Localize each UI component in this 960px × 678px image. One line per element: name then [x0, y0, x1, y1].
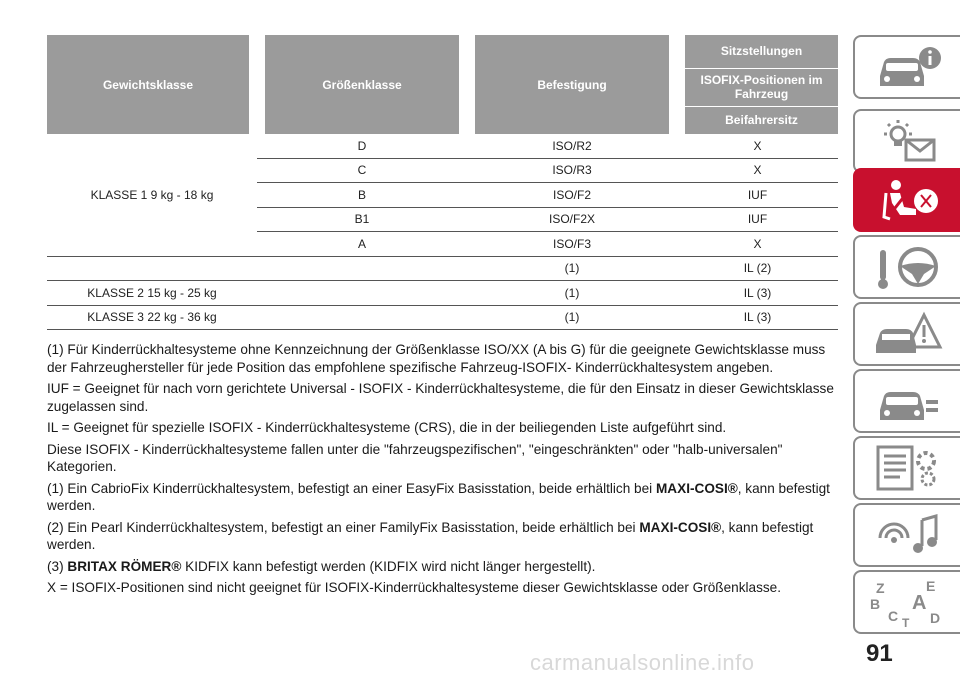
- note-categories: Diese ISOFIX - Kinderrückhaltesysteme fallen unter die "fahrzeugspezifischen", "eingeschränkten" oder "halb-universalen" Kategorien.: [47, 441, 783, 474]
- klasse2-label: KLASSE 2 15 kg - 25 kg: [47, 281, 257, 306]
- klasse3-label: KLASSE 3 22 kg - 36 kg: [47, 305, 257, 330]
- table-cell-size: [257, 281, 467, 306]
- note-x: X = ISOFIX-Positionen sind nicht geeignet für ISOFIX-Kinderrückhaltesysteme dieser Gewichtsklasse oder Größenklasse.: [47, 580, 782, 595]
- note-text: , kann befestigt werden.: [47, 480, 830, 513]
- index-letter: A: [911, 592, 926, 614]
- note-cabriofix: [47, 480, 847, 515]
- table-cell-fastening: ISO/F2: [467, 183, 677, 208]
- index-letter: T: [901, 616, 909, 629]
- note-il: IL = Geeignet für spezielle ISOFIX - Kinderrückhaltesysteme (CRS), die in der beiliegenden Liste aufgeführt sind.: [47, 420, 727, 435]
- table-cell-fastening: ISO/R3: [467, 158, 677, 183]
- index-icon: [866, 575, 950, 629]
- table-cell-seat: IUF: [677, 207, 838, 232]
- note-text: (2) Ein Pearl Kinderrückhaltesystem, befestigt an einer FamilyFix Basisstation, beide erhältlich bei: [47, 519, 640, 535]
- table-cell-size: B1: [257, 207, 467, 232]
- tab-technical[interactable]: [853, 436, 960, 500]
- index-letter: B: [869, 596, 880, 612]
- header-fastening: Befestigung: [467, 35, 677, 134]
- index-letter: E: [925, 578, 935, 594]
- note-text: , kann befestigt werden.: [47, 519, 814, 552]
- table-cell-size: [257, 256, 467, 281]
- table-cell-size: B: [257, 183, 467, 208]
- table-cell-fastening: (1): [467, 305, 677, 330]
- warning-lights-icon: [866, 114, 950, 168]
- header-size-class: Größenklasse: [257, 35, 467, 134]
- tab-index[interactable]: [853, 570, 960, 634]
- note-1: (1) Für Kinderrückhaltesysteme ohne Kennzeichnung der Größenklasse ISO/XX (A bis G) für die geeignete Gewichtsklasse muss der Fahrzeughersteller für jede Position das empfohlene spezifische Fahrzeug-ISOFIX- Kinderrückhaltesystem angeben.: [47, 342, 826, 375]
- table-cell-seat: X: [677, 232, 838, 257]
- isofix-table: [47, 35, 838, 330]
- note-kidfix: [47, 558, 847, 576]
- car-info-icon: [866, 40, 950, 94]
- page-number: 91: [866, 640, 893, 667]
- table-cell-size: C: [257, 158, 467, 183]
- header-passenger-seat: Beifahrersitz: [677, 106, 838, 134]
- note-text: (3): [47, 558, 68, 574]
- tab-emergency[interactable]: [853, 302, 960, 366]
- tab-multimedia[interactable]: [853, 503, 960, 567]
- table-cell-empty: [47, 256, 257, 281]
- tab-driving[interactable]: [853, 235, 960, 299]
- table-cell-fastening: (1): [467, 256, 677, 281]
- header-isofix-positions: ISOFIX-Positionen im Fahrzeug: [677, 68, 838, 106]
- index-letter: D: [929, 610, 940, 626]
- table-cell-fastening: ISO/F2X: [467, 207, 677, 232]
- tab-warning-lights[interactable]: [853, 109, 960, 173]
- table-cell-seat: IUF: [677, 183, 838, 208]
- airbag-seat-icon: [866, 173, 950, 227]
- table-cell-seat: X: [677, 158, 838, 183]
- steering-wheel-icon: [866, 240, 950, 294]
- header-seat-positions: Sitzstellungen: [677, 35, 838, 68]
- note-text: (1) Ein CabrioFix Kinderrückhaltesystem, befestigt an einer EasyFix Basisstation, beide erhältlich bei: [47, 480, 656, 496]
- tab-car-info[interactable]: [853, 35, 960, 99]
- tab-safety[interactable]: [853, 168, 960, 232]
- table-cell-fastening: ISO/R2: [467, 134, 677, 158]
- index-letter: C: [887, 608, 898, 624]
- table-cell-seat: X: [677, 134, 838, 158]
- service-icon: [866, 441, 950, 495]
- table-cell-fastening: ISO/F3: [467, 232, 677, 257]
- table-cell-size: D: [257, 134, 467, 158]
- table-cell-fastening: (1): [467, 281, 677, 306]
- table-cell-seat: IL (3): [677, 305, 838, 330]
- table-cell-size: [257, 305, 467, 330]
- klasse1-label: KLASSE 1 9 kg - 18 kg: [47, 134, 257, 256]
- breakdown-icon: [866, 307, 950, 361]
- table-cell-seat: IL (2): [677, 256, 838, 281]
- table-cell-seat: IL (3): [677, 281, 838, 306]
- notes-section: [47, 341, 847, 601]
- tab-maintenance[interactable]: [853, 369, 960, 433]
- index-letter: Z: [875, 580, 885, 596]
- car-service-icon: [866, 374, 950, 428]
- watermark: carmanualsonline.info: [530, 650, 755, 675]
- note-pearl: [47, 519, 847, 554]
- table-cell-size: A: [257, 232, 467, 257]
- brand-maxicosi: MAXI-COSI®: [639, 519, 722, 535]
- multimedia-icon: [866, 508, 950, 562]
- header-weight-class: Gewichtsklasse: [47, 35, 257, 134]
- note-iuf: IUF = Geeignet für nach vorn gerichtete Universal - ISOFIX - Kinderrückhaltesysteme, die für den Einsatz in dieser Gewichtsklasse zugelassen sind.: [47, 381, 834, 414]
- brand-maxicosi: MAXI-COSI®: [655, 480, 738, 496]
- note-text: KIDFIX kann befestigt werden (KIDFIX wird nicht länger hergestellt).: [181, 558, 596, 574]
- brand-britax: BRITAX RÖMER®: [67, 558, 182, 574]
